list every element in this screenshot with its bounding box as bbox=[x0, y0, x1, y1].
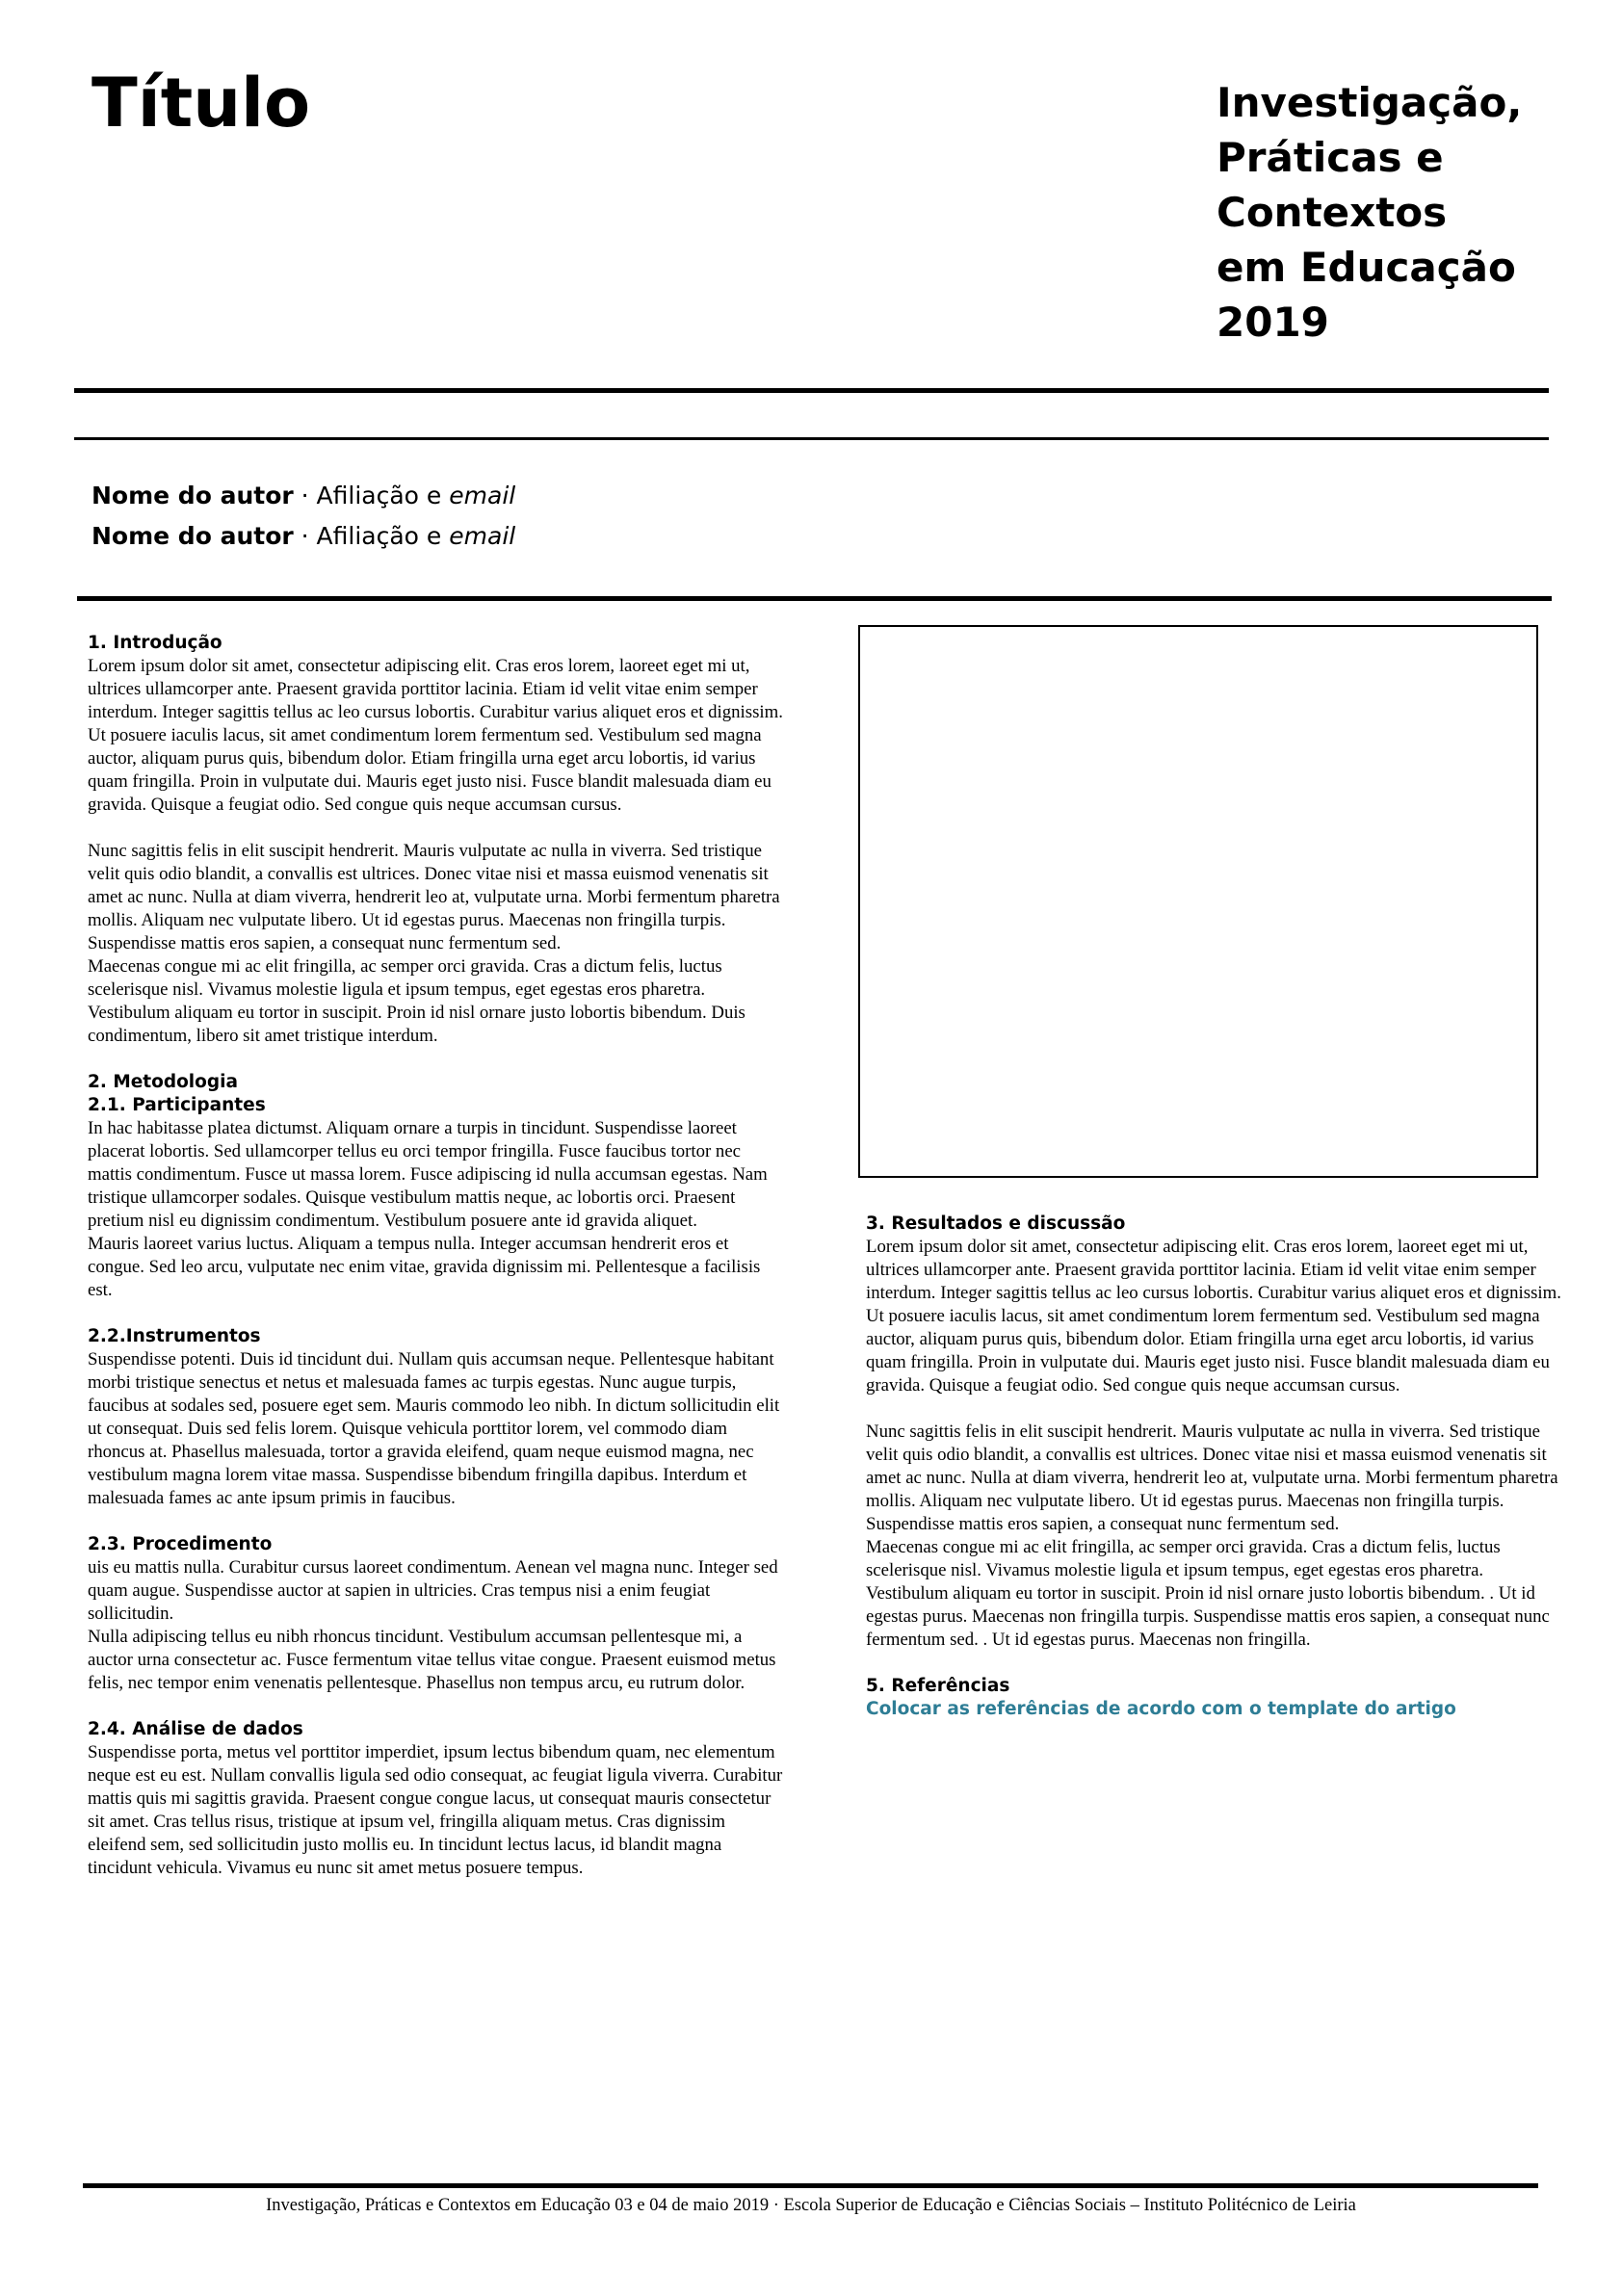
subsection-heading-data-analysis: 2.4. Análise de dados bbox=[88, 1719, 303, 1739]
journal-name bbox=[1216, 75, 1522, 350]
header-rule-bottom bbox=[74, 437, 1549, 440]
section-heading-methodology: 2. Metodologia bbox=[88, 1072, 238, 1092]
journal-line: 2019 bbox=[1216, 299, 1329, 346]
subsection-heading-instruments: 2.2.Instrumentos bbox=[88, 1326, 261, 1346]
paragraph: Maecenas congue mi ac elit fringilla, ac semper orci gravida. Cras a dictum felis, luctus scelerisque nisl. Vivamus molestie ligula et ipsum tempus, eget egestas eros pharetra. Vestibulum aliquam eu tortor in suscipit. Proin id nisl ornare justo lobortis bibendum. Duis condimentum, libero sit amet tristique interdum. bbox=[88, 956, 746, 1046]
paragraph: uis eu mattis nulla. Curabitur cursus laoreet condimentum. Aenean vel magna nunc. Integer sed quam augue. Suspendisse auctor at sapien in ultricies. Cras tempus nisi a enim feugiat sollicitudin. bbox=[88, 1557, 778, 1624]
left-column bbox=[88, 632, 785, 1880]
paragraph: Suspendisse porta, metus vel porttitor imperdiet, ipsum lectus bibendum quam, nec elementum neque est eu est. Nullam convallis ligula sed odio consequat, ac feugiat ligula viverra. Curabitur mattis quis mi sagittis gravida. Praesent congue congue lacus, ut consequat mauris consectetur sit amet. Cras tellus risus, tristique at ipsum vel, fringilla aliquam metus. Cras dignissim eleifend sem, sed sollicitudin justo mollis eu. In tincidunt lectus lacus, id blandit magna tincidunt vehicula. Vivamus eu nunc sit amet metus posuere tempus. bbox=[88, 1742, 783, 1878]
authors-rule bbox=[77, 596, 1552, 601]
journal-line: Práticas e bbox=[1216, 134, 1444, 181]
author-name: Nome do autor bbox=[92, 482, 294, 509]
paragraph: Suspendisse potenti. Duis id tincidunt dui. Nullam quis accumsan neque. Pellentesque habitant morbi tristique senectus et netus et malesuada fames ac turpis egestas. Nunc augue turpis, faucibus at sodales sed, posuere eget sem. Mauris commodo leo nibh. In dictum sollicitudin elit ut consequat. Duis sed felis lorem. Quisque vehicula porttitor lorem, vel commodo diam rhoncus at. Phasellus malesuada, tortor a gravida eleifend, quam neque euismod magna, nec vestibulum magna lorem vitae massa. Suspendisse bibendum fringilla dapibus. Interdum et malesuada fames ac ante ipsum primis in faucibus. bbox=[88, 1349, 780, 1508]
author-name: Nome do autor bbox=[92, 522, 294, 550]
paragraph: Mauris laoreet varius luctus. Aliquam a tempus nulla. Integer accumsan hendrerit eros et congue. Sed leo arcu, vulputate nec enim vitae, gravida dignissim mi. Pellentesque a facilisis est. bbox=[88, 1234, 761, 1300]
figure-placeholder bbox=[858, 625, 1538, 1178]
paragraph: Maecenas congue mi ac elit fringilla, ac semper orci gravida. Cras a dictum felis, luctus scelerisque nisl. Vivamus molestie ligula et ipsum tempus, eget egestas eros pharetra. Vestibulum aliquam eu tortor in suscipit. Proin id nisl ornare justo lobortis bibendum. . Ut id egestas purus. Maecenas non fringilla turpis. Suspendisse mattis eros sapien, a consequat nunc fermentum sed. . Ut id egestas purus. Maecenas non fringilla. bbox=[866, 1537, 1550, 1650]
right-column bbox=[866, 1213, 1561, 1721]
footer-text: Investigação, Práticas e Contextos em Educação 03 e 04 de maio 2019 · Escola Superior de Educação e Ciências Sociais – Instituto Politécnico de Leiria bbox=[266, 2196, 1356, 2215]
journal-line: Contextos bbox=[1216, 189, 1448, 236]
page-title: Título bbox=[92, 64, 311, 143]
header-rule-top bbox=[74, 388, 1549, 393]
paragraph: Nunc sagittis felis in elit suscipit hendrerit. Mauris vulputate ac nulla in viverra. Sed tristique velit quis odio blandit, a convallis est ultrices. Donec vitae nisi et massa euismod venenatis sit amet ac nunc. Nulla at diam viverra, hendrerit leo at, vulputate urna. Morbi fermentum pharetra mollis. Aliquam nec vulputate libero. Ut id egestas purus. Maecenas non fringilla turpis. Suspendisse mattis eros sapien, a consequat nunc fermentum sed. bbox=[866, 1422, 1558, 1534]
author-list bbox=[92, 476, 515, 557]
author-line bbox=[92, 476, 515, 516]
subsection-heading-participants: 2.1. Participantes bbox=[88, 1095, 266, 1115]
journal-line: Investigação, bbox=[1216, 79, 1523, 126]
paragraph: Lorem ipsum dolor sit amet, consectetur adipiscing elit. Cras eros lorem, laoreet eget mi ut, ultrices ullamcorper ante. Praesent gravida porttitor lacinia. Etiam id velit vitae enim semper interdum. Integer sagittis tellus ac leo cursus lobortis. Curabitur varius aliquet eros et dignissim. Ut posuere iaculis lacus, sit amet condimentum lorem fermentum sed. Vestibulum sed magna auctor, aliquam purus quis, bibendum dolor. Etiam fringilla urna eget arcu lobortis, id varius quam fringilla. Proin in vulputate dui. Mauris eget justo nisi. Fusce blandit malesuada diam eu gravida. Quisque a feugiat odio. Sed congue quis neque accumsan cursus. bbox=[88, 656, 783, 815]
paragraph: Nulla adipiscing tellus eu nibh rhoncus tincidunt. Vestibulum accumsan pellentesque mi, a auctor urna consectetur ac. Fusce fermentum vitae tellus vitae congue. Praesent euismod metus felis, nec tempor enim venenatis pellentesque. Phasellus non tempus arcu, eu rutrum dolor. bbox=[88, 1627, 776, 1693]
paragraph: Nunc sagittis felis in elit suscipit hendrerit. Mauris vulputate ac nulla in viverra. Sed tristique velit quis odio blandit, a convallis est ultrices. Donec vitae nisi et massa euismod venenatis sit amet ac nunc. Nulla at diam viverra, hendrerit leo at, vulputate urna. Morbi fermentum pharetra mollis. Aliquam nec vulputate libero. Ut id egestas purus. Maecenas non fringilla turpis. Suspendisse mattis eros sapien, a consequat nunc fermentum sed. bbox=[88, 841, 780, 953]
section-heading-introduction: 1. Introdução bbox=[88, 633, 222, 653]
references-note: Colocar as referências de acordo com o template do artigo bbox=[866, 1699, 1456, 1719]
author-line bbox=[92, 516, 515, 557]
section-heading-results: 3. Resultados e discussão bbox=[866, 1213, 1126, 1234]
author-affiliation: · Afiliação e bbox=[293, 482, 450, 509]
footer-rule bbox=[83, 2183, 1538, 2188]
paragraph: In hac habitasse platea dictumst. Aliquam ornare a turpis in tincidunt. Suspendisse laoreet placerat lobortis. Sed ullamcorper tellus eu orci tempor fringilla. Fusce faucibus tortor nec mattis condimentum. Fusce ut massa lorem. Fusce adipiscing id nulla accumsan egestas. Nam tristique ullamcorper sodales. Quisque vestibulum mattis neque, ac lobortis orci. Praesent pretium nisl eu dignissim condimentum. Vestibulum posuere ante id gravida aliquet. bbox=[88, 1118, 768, 1231]
paragraph: Lorem ipsum dolor sit amet, consectetur adipiscing elit. Cras eros lorem, laoreet eget mi ut, ultrices ullamcorper ante. Praesent gravida porttitor lacinia. Etiam id velit vitae enim semper interdum. Integer sagittis tellus ac leo cursus lobortis. Curabitur varius aliquet eros et dignissim. Ut posuere iaculis lacus, sit amet condimentum lorem fermentum sed. Vestibulum sed magna auctor, aliquam purus quis, bibendum dolor. Etiam fringilla urna eget arcu lobortis, id varius quam fringilla. Proin in vulputate dui. Mauris eget justo nisi. Fusce blandit malesuada diam eu gravida. Quisque a feugiat odio. Sed congue quis neque accumsan cursus. bbox=[866, 1237, 1561, 1396]
section-heading-references: 5. Referências bbox=[866, 1676, 1010, 1696]
author-email: email bbox=[449, 522, 516, 550]
subsection-heading-procedure: 2.3. Procedimento bbox=[88, 1534, 273, 1554]
author-affiliation: · Afiliação e bbox=[293, 522, 450, 550]
journal-line: em Educação bbox=[1216, 244, 1516, 291]
author-email: email bbox=[449, 482, 516, 509]
